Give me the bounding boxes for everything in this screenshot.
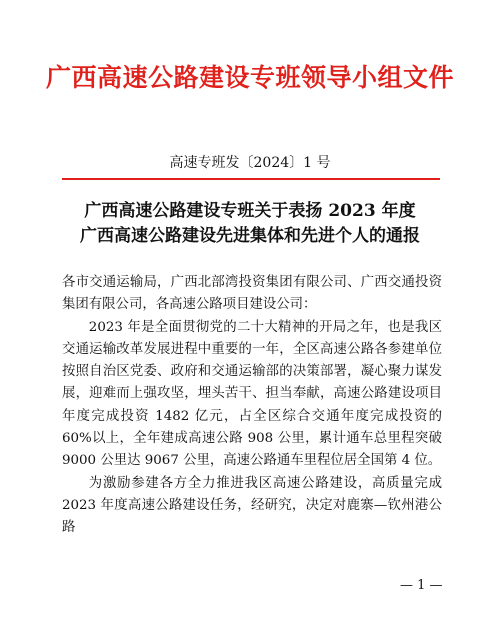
addressee: 各市交通运输局，广西北部湾投资集团有限公司、广西交通投资集团有限公司，各高速公路项目建设公司： — [62, 275, 442, 313]
document-title-line-2: 广西高速公路建设先进集体和先进个人的通报 — [80, 226, 420, 246]
page-number: — 1 — — [400, 578, 443, 593]
document-body — [62, 272, 442, 540]
header-divider — [62, 178, 440, 180]
document-title-line-1: 广西高速公路建设专班关于表扬 2023 年度 — [84, 201, 416, 221]
body-paragraph-1: 2023 年是全面贯彻党的二十大精神的开局之年，也是我区交通运输改革发展进程中重要的一年，全区高速公路各参建单位按照自治区党委、政府和交通运输部的决策部署，凝心聚力谋发展，迎难而上强攻坚，埋头苦干、担当奉献，高速公路建设项目年度完成投资 1482 亿元，占全区综合交通年度完成投资的 60%以上，全年建成高速公路 908 公里，累计通车总里程突破 9000 公里达 9067 公里，高速公路通车里程位居全国第 4 位。 — [62, 319, 442, 469]
body-paragraph-2: 为激励参建各方全力推进我区高速公路建设，高质量完成 2023 年度高速公路建设任务，经研究，决定对鹿寨—钦州港公路 — [62, 475, 442, 536]
document-title — [0, 199, 500, 249]
document-header-title: 广西高速公路建设专班领导小组文件 — [45, 63, 454, 92]
document-number: 高速专班发〔2024〕1 号 — [169, 155, 331, 171]
